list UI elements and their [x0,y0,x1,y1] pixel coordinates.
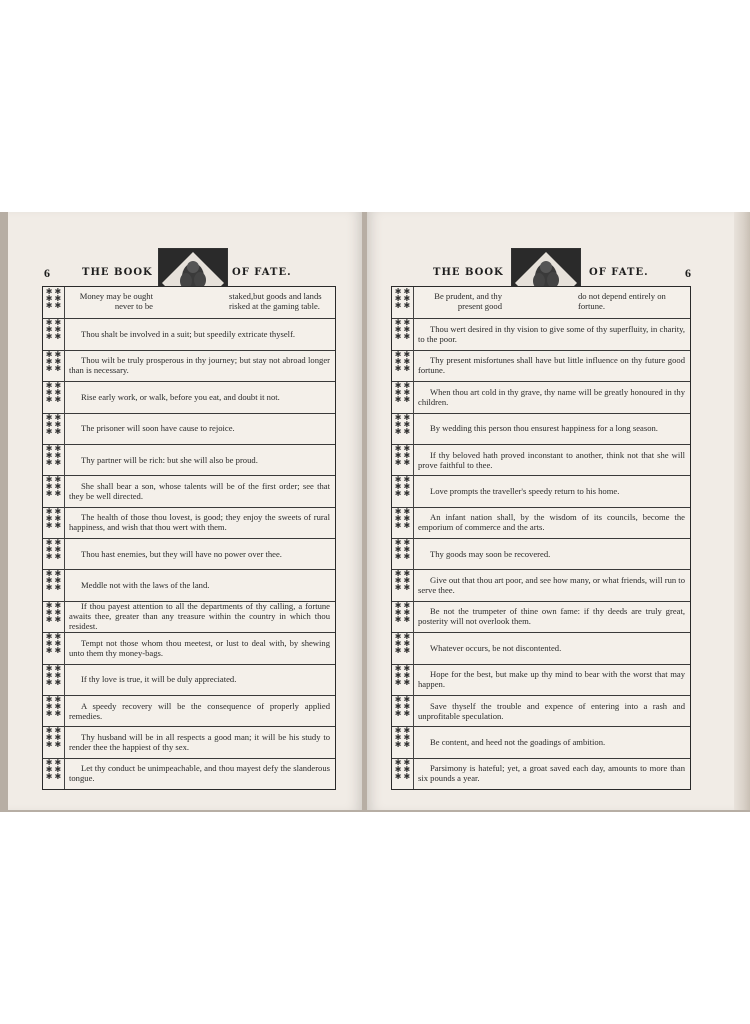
star-ornament: ✱ ✱ ✱ ✱ ✱ ✱ [392,726,414,757]
star-ornament: ✱ ✱ ✱ ✱ ✱ ✱ [392,601,414,632]
table-row [43,758,335,789]
star-ornament: ✱ ✱ ✱ ✱ ✱ ✱ [392,538,414,569]
entry-text: Rise early work, or walk, before you eat, and doubt it not. [81,391,280,402]
entry-text: Parsimony is hateful; yet, a groat saved each day, amounts to more than six pounds a year. [418,763,685,784]
star-ornament: ✱ ✱ ✱ ✱ ✱ ✱ [392,287,414,318]
entry-text: Give out that thou art poor, and see how many, or what friends, will run to serve thee. [418,575,685,596]
entry-text: If thy love is true, it will be duly appreciated. [81,674,237,685]
right-page [367,212,734,810]
star-ornament: ✱ ✱ ✱ ✱ ✱ ✱ [392,475,414,506]
table-row [392,318,690,350]
entry-text: Let thy conduct be unimpeachable, and thou mayest defy the slanderous tongue. [69,763,330,784]
table-row [43,601,335,633]
star-ornament: ✱ ✱ ✱ ✱ ✱ ✱ [43,601,65,632]
entry-text: Be not the trumpeter of thine own fame: if thy deeds are truly great, posterity will not overlook them. [418,606,685,627]
star-ornament: ✱ ✱ ✱ ✱ ✱ ✱ [43,318,65,349]
entry-text: Thou shalt be involved in a suit; but speedily extricate thyself. [81,329,296,340]
entry-text: Thy husband will be in all respects a good man; it will be his study to render thee the happiest of thy sex. [69,731,330,752]
table-row [43,381,335,413]
star-ornament: ✱ ✱ ✱ ✱ ✱ ✱ [392,695,414,726]
entry-text: Thy partner will be rich: but she will also be proud. [81,454,258,465]
entry-text: Hope for the best, but make up thy mind to bear with the worst that may happen. [418,669,685,690]
table-row [43,695,335,727]
fortune-table [42,286,336,790]
page-edges [734,212,750,810]
entry-text: When thou art cold in thy grave, thy name will be greatly honoured in thy children. [418,386,685,407]
table-row [392,726,690,758]
star-ornament: ✱ ✱ ✱ ✱ ✱ ✱ [392,758,414,789]
table-row [43,413,335,445]
table-row [392,381,690,413]
table-row [43,350,335,382]
header-left: THE BOOK [433,267,504,278]
star-ornament: ✱ ✱ ✱ ✱ ✱ ✱ [43,507,65,538]
star-ornament: ✱ ✱ ✱ ✱ ✱ ✱ [43,569,65,600]
entry-text: Save thyself the trouble and expence of entering into a rash and unprofitable speculation. [418,700,685,721]
table-row [43,444,335,476]
star-ornament: ✱ ✱ ✱ ✱ ✱ ✱ [43,287,65,318]
entry-text: Thou wert desired in thy vision to give some of thy superfluity, in charity, to the poor. [418,324,685,345]
table-row [392,350,690,382]
star-ornament: ✱ ✱ ✱ ✱ ✱ ✱ [392,318,414,349]
entry-text: Thou wilt be truly prosperous in thy journey; but stay not abroad longer than is necessary. [69,355,330,376]
table-row [392,413,690,445]
header-right: OF FATE. [232,267,292,278]
table-row [392,287,690,319]
star-ornament: ✱ ✱ ✱ ✱ ✱ ✱ [392,350,414,381]
star-ornament: ✱ ✱ ✱ ✱ ✱ ✱ [43,475,65,506]
table-row [392,569,690,601]
entry-text-left: Money may be ought never to be [79,291,153,311]
star-ornament: ✱ ✱ ✱ ✱ ✱ ✱ [43,632,65,663]
open-book [0,212,750,812]
table-row [43,475,335,507]
header-right: OF FATE. [589,267,649,278]
star-ornament: ✱ ✱ ✱ ✱ ✱ ✱ [43,381,65,412]
table-row [392,475,690,507]
star-ornament: ✱ ✱ ✱ ✱ ✱ ✱ [43,538,65,569]
entry-text: Tempt not those whom thou meetest, or lust to deal with, by shewing unto them thy money-bags. [69,637,330,658]
table-row [392,632,690,664]
star-ornament: ✱ ✱ ✱ ✱ ✱ ✱ [43,695,65,726]
star-ornament: ✱ ✱ ✱ ✱ ✱ ✱ [43,664,65,695]
table-row [392,695,690,727]
entry-text: Thy present misfortunes shall have but little influence on thy future good fortune. [418,355,685,376]
table-row [43,569,335,601]
entry-text: A speedy recovery will be the consequence of properly applied remedies. [69,700,330,721]
table-row [392,664,690,696]
table-row [43,632,335,664]
star-ornament: ✱ ✱ ✱ ✱ ✱ ✱ [43,413,65,444]
entry-text: She shall bear a son, whose talents will be of the first order; see that they be well directed. [69,480,330,501]
star-ornament: ✱ ✱ ✱ ✱ ✱ ✱ [392,664,414,695]
star-ornament: ✱ ✱ ✱ ✱ ✱ ✱ [43,726,65,757]
header-left: THE BOOK [82,267,153,278]
star-ornament: ✱ ✱ ✱ ✱ ✱ ✱ [392,507,414,538]
entry-text-right: staked,but goods and lands risked at the gaming table. [229,291,322,311]
table-row [43,726,335,758]
entry-text: If thy beloved hath proved inconstant to another, think not that she will prove faithful to thee. [418,449,685,470]
left-page [8,212,362,810]
entry-text: The prisoner will soon have cause to rejoice. [81,423,235,434]
star-ornament: ✱ ✱ ✱ ✱ ✱ ✱ [392,444,414,475]
table-row [43,287,335,319]
fortune-table [391,286,691,790]
table-row [43,507,335,539]
star-ornament: ✱ ✱ ✱ ✱ ✱ ✱ [43,444,65,475]
star-ornament: ✱ ✱ ✱ ✱ ✱ ✱ [392,413,414,444]
table-row [392,444,690,476]
star-ornament: ✱ ✱ ✱ ✱ ✱ ✱ [392,632,414,663]
entry-text: If thou payest attention to all the departments of thy calling, a fortune awaits thee, greater than any treasure within the country in which thou residest. [69,601,330,632]
entry-text: Thou hast enemies, but they will have no power over thee. [81,548,282,559]
entry-text: An infant nation shall, by the wisdom of its councils, become the emporium of commerce and the arts. [418,512,685,533]
page-number: 6 [44,266,50,280]
page-number: 6 [685,266,691,280]
entry-text: Meddle not with the laws of the land. [81,580,210,591]
table-row [392,601,690,633]
star-ornament: ✱ ✱ ✱ ✱ ✱ ✱ [392,569,414,600]
entry-text: Be content, and heed not the goadings of ambition. [430,736,606,747]
star-ornament: ✱ ✱ ✱ ✱ ✱ ✱ [43,350,65,381]
table-row [392,538,690,570]
entry-text: By wedding this person thou ensurest happiness for a long season. [430,423,658,434]
entry-text-left: Be prudent, and thy present good [434,291,502,311]
entry-text: Thy goods may soon be recovered. [430,548,551,559]
table-row [392,758,690,789]
star-ornament: ✱ ✱ ✱ ✱ ✱ ✱ [392,381,414,412]
star-ornament: ✱ ✱ ✱ ✱ ✱ ✱ [43,758,65,789]
table-row [43,318,335,350]
table-row [43,538,335,570]
entry-text: The health of those thou lovest, is good; they enjoy the sweets of rural happiness, and wish that thou wert with them. [69,512,330,533]
entry-text: Whatever occurs, be not discontented. [430,642,562,653]
entry-text: Love prompts the traveller's speedy return to his home. [430,485,620,496]
entry-text-right: do not depend entirely on fortune. [578,291,666,311]
table-row [392,507,690,539]
table-row [43,664,335,696]
